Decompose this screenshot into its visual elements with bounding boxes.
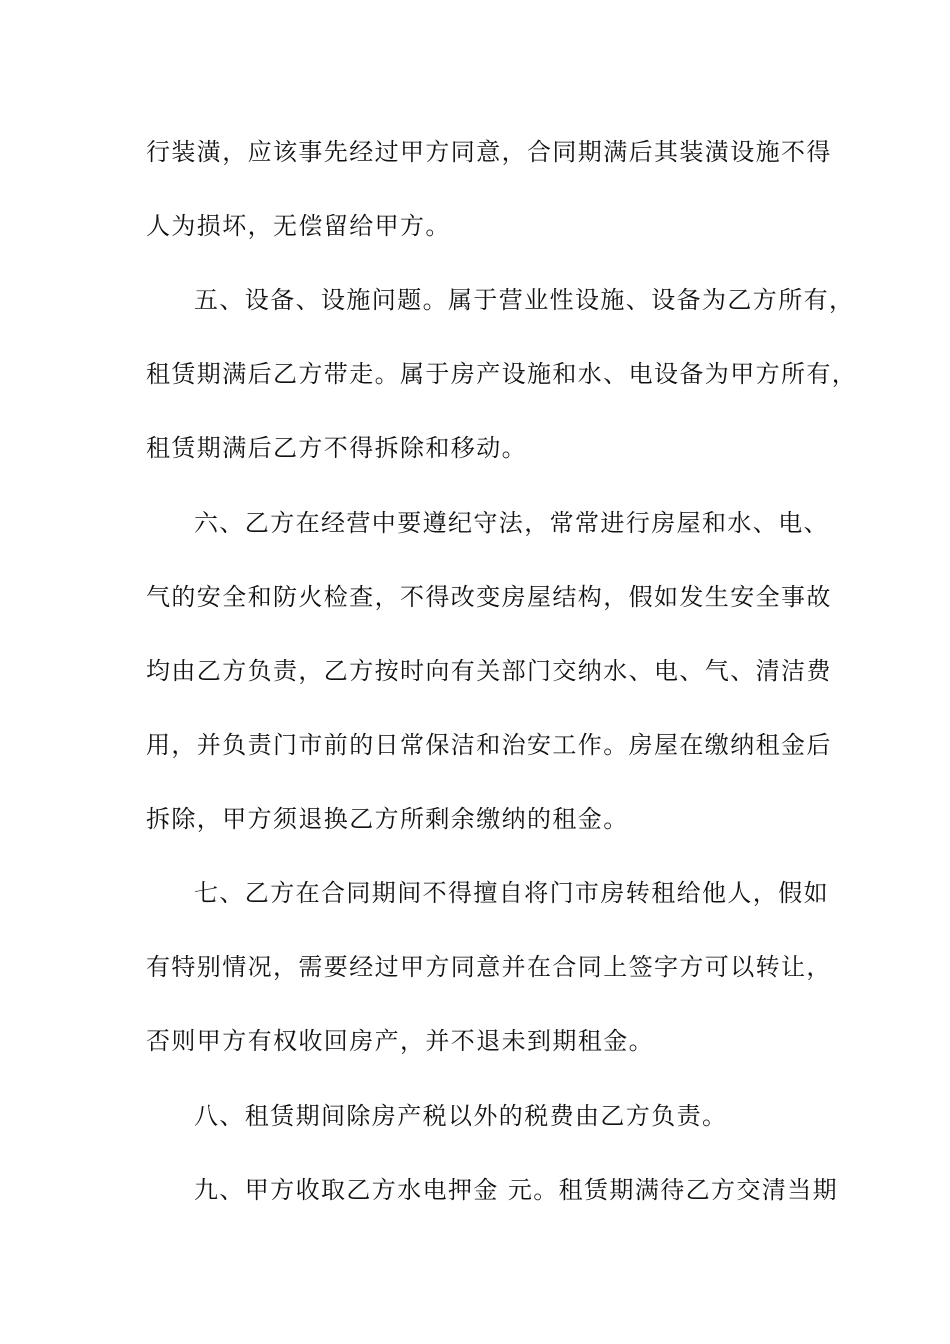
text-line: 租赁期满后乙方带走。属于房产设施和水、电设备为甲方所有， xyxy=(146,360,858,388)
text-line: 用，并负责门市前的日常保洁和治安工作。房屋在缴纳租金后 xyxy=(146,731,832,759)
paragraph-start-line: 六、乙方在经营中要遵纪守法，常常进行房屋和水、电、 xyxy=(194,509,829,537)
text-line: 有特别情况，需要经过甲方同意并在合同上签字方可以转让， xyxy=(146,953,832,981)
paragraph-start-line: 九、甲方收取乙方水电押金 元。租赁期满待乙方交清当期 xyxy=(194,1176,839,1204)
text-line: 均由乙方负责，乙方按时向有关部门交纳水、电、气、清洁费 xyxy=(146,657,832,685)
text-line: 否则甲方有权收回房产，并不退未到期租金。 xyxy=(146,1027,654,1055)
paragraph-start-line: 五、设备、设施问题。属于营业性设施、设备为乙方所有， xyxy=(194,286,855,314)
text-line: 气的安全和防火检查，不得改变房屋结构，假如发生安全事故 xyxy=(146,583,832,611)
text-line: 租赁期满后乙方不得拆除和移动。 xyxy=(146,434,527,462)
text-line: 拆除，甲方须退换乙方所剩余缴纳的租金。 xyxy=(146,805,629,833)
paragraph-start-line: 八、租赁期间除房产税以外的税费由乙方负责。 xyxy=(194,1102,728,1130)
text-line: 行装潢，应该事先经过甲方同意，合同期满后其装潢设施不得 xyxy=(146,138,832,166)
paragraph-start-line: 七、乙方在合同期间不得擅自将门市房转租给他人，假如 xyxy=(194,879,829,907)
text-line: 人为损坏，无偿留给甲方。 xyxy=(146,212,451,240)
